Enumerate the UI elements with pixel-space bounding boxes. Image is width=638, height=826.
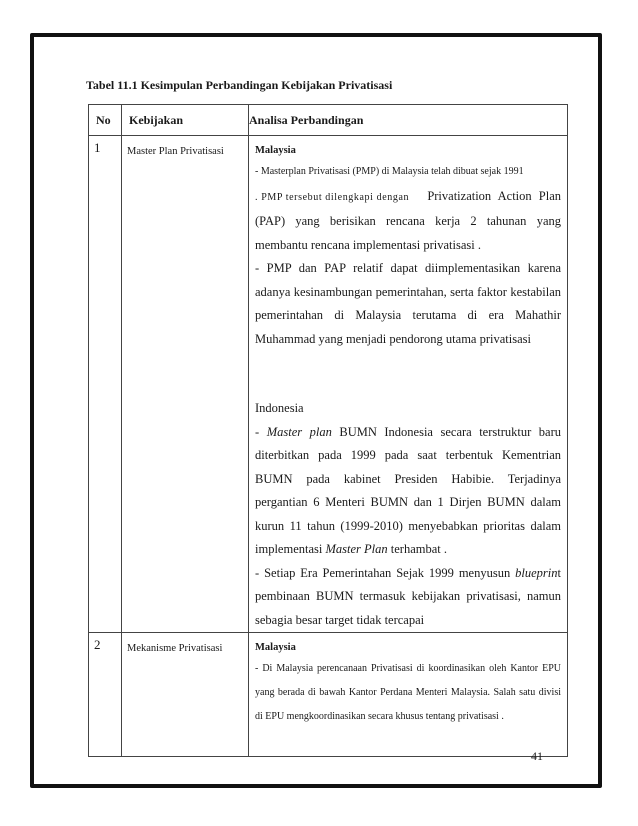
table-row	[89, 633, 568, 757]
page-number: 41	[531, 749, 543, 763]
analysis-paragraph: (PAP) yang berisikan rencana kerja 2 tahunan yang membantu rencana implementasi privatisasi .	[255, 214, 561, 252]
country-heading-malaysia: Malaysia	[255, 145, 296, 156]
analysis-line: . PMP tersebut dilengkapi dengan Privatization Action Plan	[255, 189, 561, 203]
table-row	[89, 136, 568, 633]
comparison-table	[88, 104, 568, 757]
header-policy: Kebijakan	[122, 105, 249, 136]
table-header-row	[89, 105, 568, 136]
analysis-line: - Masterplan Privatisasi (PMP) di Malaysia telah dibuat sejak 1991	[255, 166, 524, 177]
analysis-paragraph: - Setiap Era Pemerintahan Sejak 1999 menyusun blueprint pembinaan BUMN termasuk kebijakan privatisasi, namun sebagia besar target tidak tercapai	[255, 565, 561, 627]
header-no: No	[89, 105, 122, 136]
row-analysis	[249, 633, 568, 757]
country-heading-malaysia: Malaysia	[255, 642, 296, 653]
row-analysis	[249, 136, 568, 633]
analysis-paragraph: - Di Malaysia perencanaan Privatisasi di koordinasikan oleh Kantor EPU yang berada di bawah Kantor Perdana Menteri Malaysia. Salah satu divisi di EPU mengkoordinasikan secara khusus tentang privatisasi .	[255, 663, 561, 722]
row-policy: Mekanisme Privatisasi	[122, 633, 249, 757]
row-number: 1	[89, 136, 122, 633]
row-number: 2	[89, 633, 122, 757]
row-policy: Master Plan Privatisasi	[122, 136, 249, 633]
analysis-paragraph: - Master plan BUMN Indonesia secara terstruktur baru diterbitkan pada 1999 pada saat terbentuk Kementrian BUMN pada kabinet Presiden Habibie. Terjadinya pergantian 6 Menteri BUMN dan 1 Dirjen BUMN dalam kurun 11 tahun (1999-2010) menyebabkan prioritas dalam implementasi Master Plan terhambat .	[255, 424, 562, 556]
analysis-paragraph: - PMP dan PAP relatif dapat diimplementasikan karena adanya kesinambungan pemerintahan, serta faktor kestabilan pemerintahan di Malaysia terutama di era Mahathir Muhammad yang menjadi pendorong utama privatisasi	[255, 261, 561, 346]
country-heading-indonesia: Indonesia	[255, 401, 304, 415]
table-caption: Tabel 11.1 Kesimpulan Perbandingan Kebijakan Privatisasi	[86, 78, 393, 92]
header-analysis: Analisa Perbandingan	[249, 105, 568, 136]
